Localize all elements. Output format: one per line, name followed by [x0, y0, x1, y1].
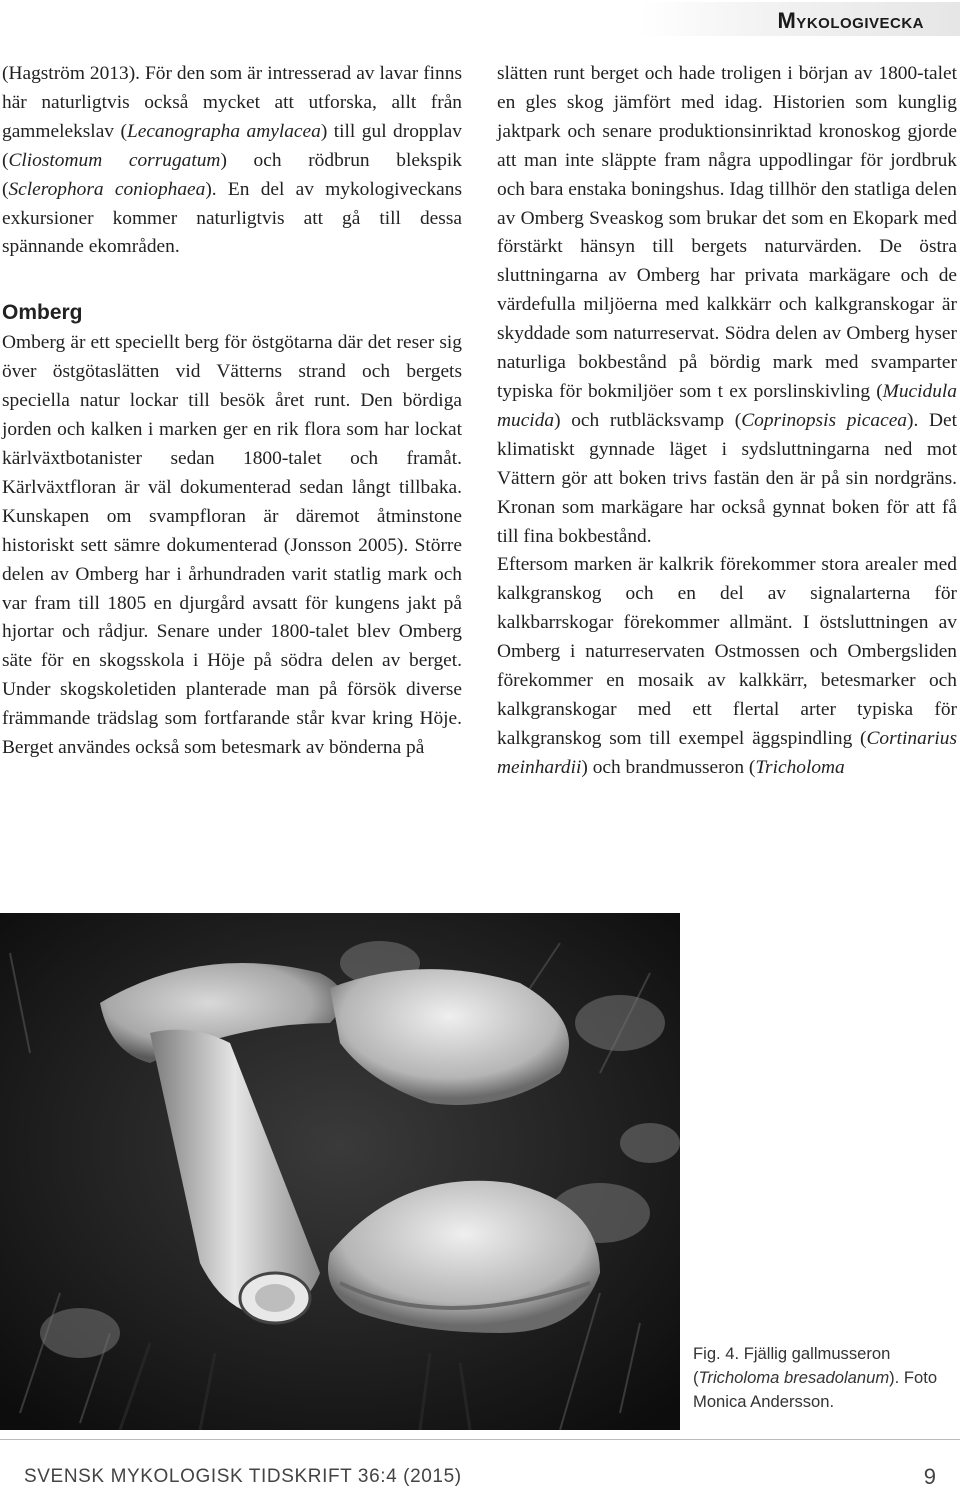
italic-species-name: Cliostomum corrugatum	[8, 149, 221, 171]
left-column	[2, 60, 462, 763]
text-run: ) och brandmusseron (	[581, 756, 756, 778]
italic-species-name: Tricholoma bresadolanum	[698, 1368, 890, 1387]
footer-rule	[0, 1439, 960, 1440]
right-paragraph-2	[497, 551, 957, 782]
right-paragraph-1	[497, 60, 957, 551]
text-run: ). Foto Monica Andersson.	[693, 1368, 938, 1411]
italic-species-name: Cortinarius meinhardii	[497, 727, 957, 778]
text-run: Eftersom marken är kalkrik förekommer stora arealer med kalkgranskog och en del av signalarterna för kalkbarrskogar förekommer allmänt. I östsluttningen av Omberg i naturreservaten Ostmossen och Ombergsliden förekommer en mosaik av kalkkärr, betesmarker och kalkgranskogar med ett flertal arter typiska för kalkgranskog som till exempel äggspindling (	[497, 554, 957, 749]
mushroom-photo	[0, 913, 680, 1430]
section-heading-omberg: Omberg	[2, 301, 83, 325]
running-header-title: Mykologivecka	[777, 8, 924, 33]
text-run: ) och rutbläcksvamp (	[554, 409, 742, 431]
footer-journal-title: SVENSK MYKOLOGISK TIDSKRIFT 36:4 (2015)	[24, 1466, 462, 1487]
right-column	[497, 60, 957, 783]
text-run: (Hagström 2013). För den som är intresserad av lavar finns här naturligtvis också mycket att utforska, allt från gammelekslav (	[2, 63, 462, 142]
text-run: Omberg är ett speciellt berg för östgötarna där det reser sig över östgötaslätten vid Vätterns strand och bergets speciella natur lockar till besök året runt. Den bördiga jorden och kalken i marken ger en rik flora som har lockat kärlväxtbotanister sedan 1800-talet och framåt. Kärlväxtfloran är väl dokumenterad sedan långt tillbaka. Kunskapen om svampfloran är däremot åtminstone historiskt sett sämre dokumenterad (Jonsson 2005). Större delen av Omberg har i århundraden varit statlig mark och var fram till 1805 en djurgård avsatt för kungens jakt på hjortar och rådjur. Senare under 1800-talet blev Omberg säte för en skogsskola i Höje på södra delen av berget. Under skogskoletiden planterade man på försök diverse främmande trädslag som fortfarande står kvar kring Höje. Berget användes också som betesmark av bönderna på	[2, 332, 462, 759]
italic-species-name: Tricholoma	[755, 756, 845, 778]
text-run: ). En del av mykologiveckans exkursioner kommer naturligtvis att gå till dessa spännande ekområden.	[2, 178, 462, 258]
text-run: ) till gul dropplav (	[2, 120, 462, 171]
left-paragraph-1	[2, 60, 462, 262]
italic-species-name: Mucidula mucida	[497, 380, 957, 431]
text-run: Fig. 4. Fjällig gallmusseron (	[693, 1344, 891, 1387]
figure-caption	[693, 1342, 955, 1414]
text-run: ). Det klimatiskt gynnade läget i sydsluttningarna ned mot Vättern gör att boken trivs fastän den är på sin nordgräns. Kronan som markägare har också gynnat boken för att få till fina bokbestånd.	[497, 409, 957, 547]
italic-species-name: Lecanographa amylacea	[126, 120, 321, 142]
italic-species-name: Sclerophora coniophaea	[8, 178, 206, 200]
italic-species-name: Coprinopsis picacea	[741, 409, 907, 431]
text-run: slätten runt berget och hade troligen i början av 1800-talet en gles skog jämfört med idag. Historien som kunglig jaktpark och senare produktionsinriktad kronoskog gjorde att man inte släppte fram några uppodlingar för jordbruk och bara enstaka boningshus. Idag tillhör den statliga delen av Omberg Sveaskog som brukar det som en Ekopark med förstärkt hänsyn till bergets naturvärden. De östra sluttningarna av Omberg har privata markägare och de värdefulla miljöerna med kalkkärr och kalkgranskogar är skyddade som naturreservat. Södra delen av Omberg hyser naturliga bokbestånd på bördig mark med svamparter typiska för bokmiljöer som t ex porslinskivling (	[497, 63, 957, 402]
page-number: 9	[923, 1464, 936, 1489]
mushroom-photo-illustration	[0, 913, 680, 1430]
left-paragraph-2	[2, 329, 462, 763]
text-run: ) och rödbrun blekspik (	[2, 149, 462, 200]
